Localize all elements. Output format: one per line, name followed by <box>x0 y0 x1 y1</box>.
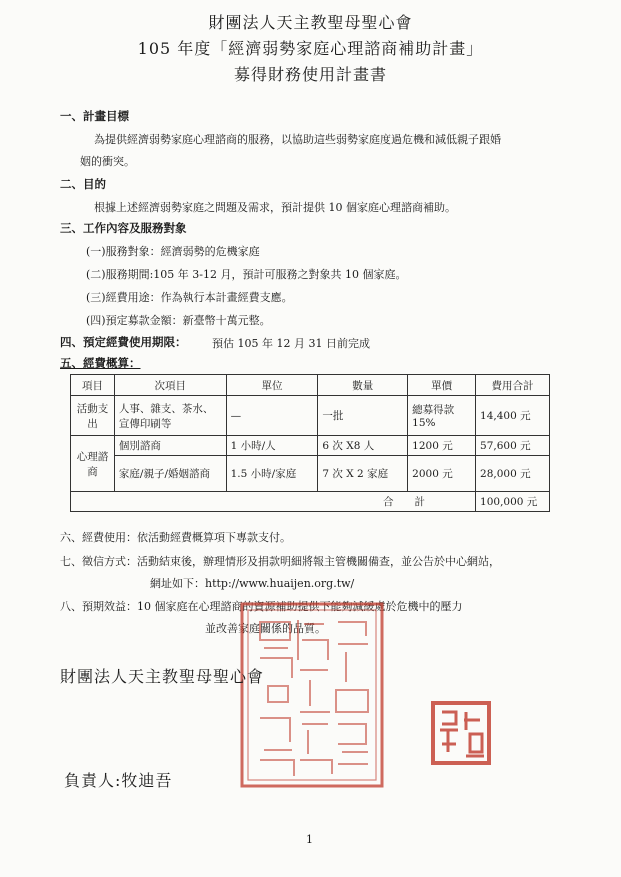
section-4-text: 預估 105 年 12 月 31 日前完成 <box>212 337 370 350</box>
section-3-item: (四)預定募款金額：新臺幣十萬元整。 <box>86 314 271 327</box>
section-3-item: (三)經費用途：作為執行本計畫經費支應。 <box>86 291 293 304</box>
price-cell: 總募得款15% <box>408 396 476 436</box>
section-1-heading: 一、計畫目標 <box>60 109 129 123</box>
sum-value: 100,000 元 <box>476 492 550 512</box>
section-7-text-line2: 網址如下：http://www.huaijen.org.tw/ <box>150 577 355 590</box>
personal-seal <box>430 700 492 766</box>
document-subtitle: 募得財務使用計畫書 <box>233 65 387 84</box>
section-7-text-line1: 七、徵信方式：活動結束後，辦理情形及捐款明細將報主管機關備查，並公告於中心網站， <box>60 555 500 568</box>
unit-cell: 1 小時/人 <box>226 436 318 456</box>
sub-item-cell: 家庭/親子/婚姻諮商 <box>114 456 226 492</box>
quantity-cell: 7 次 X 2 家庭 <box>318 456 408 492</box>
sum-label: 合 計 <box>71 492 476 512</box>
section-8-text-line2: 並改善家庭關係的品質。 <box>205 622 326 635</box>
section-3-item: (二)服務期間:105 年 3-12 月，預計可服務之對象共 10 個家庭。 <box>86 268 407 281</box>
page-number: 1 <box>306 833 313 846</box>
table-row <box>71 456 550 492</box>
section-2-text: 根據上述經濟弱勢家庭之問題及需求，預計提供 10 個家庭心理諮商補助。 <box>94 201 456 214</box>
section-2-heading: 二、目的 <box>60 177 106 191</box>
section-4-heading: 四、預定經費使用期限： <box>60 335 187 349</box>
table-header: 數量 <box>318 375 408 396</box>
org-title: 財團法人天主教聖母聖心會 <box>208 13 413 32</box>
table-row <box>71 436 550 456</box>
unit-cell: — <box>226 396 318 436</box>
organization-seal <box>238 600 386 790</box>
signature-responsible-person: 負責人:牧迪吾 <box>64 771 173 790</box>
group-cell: 活動支出 <box>71 396 115 436</box>
section-6-text: 六、經費使用：依活動經費概算項下專款支付。 <box>60 531 291 544</box>
quantity-cell: 一批 <box>318 396 408 436</box>
signature-organization: 財團法人天主教聖母聖心會 <box>60 667 265 686</box>
quantity-cell: 6 次 X8 人 <box>318 436 408 456</box>
table-header: 費用合計 <box>476 375 550 396</box>
price-cell: 1200 元 <box>408 436 476 456</box>
section-5-heading: 五、經費概算： <box>60 356 141 370</box>
table-row <box>71 396 550 436</box>
section-3-heading: 三、工作內容及服務對象 <box>60 221 187 235</box>
table-header: 單位 <box>226 375 318 396</box>
total-cell: 28,000 元 <box>476 456 550 492</box>
budget-table <box>70 374 550 512</box>
table-header-row <box>71 375 550 396</box>
total-cell: 57,600 元 <box>476 436 550 456</box>
sub-item-cell: 人事、雜支、茶水、宣傳印刷等 <box>114 396 226 436</box>
sub-item-cell: 個別諮商 <box>114 436 226 456</box>
section-8-text-line1: 八、預期效益：10 個家庭在心理諮商的資源補助提供下能夠減緩處於危機中的壓力 <box>60 600 463 613</box>
table-header: 次項目 <box>114 375 226 396</box>
unit-cell: 1.5 小時/家庭 <box>226 456 318 492</box>
table-sum-row <box>71 492 550 512</box>
price-cell: 2000 元 <box>408 456 476 492</box>
plan-title: 105 年度「經濟弱勢家庭心理諮商補助計畫」 <box>137 39 484 58</box>
table-header: 單價 <box>408 375 476 396</box>
section-3-item: (一)服務對象：經濟弱勢的危機家庭 <box>86 245 260 258</box>
table-header: 項目 <box>71 375 115 396</box>
section-1-text-line2: 姻的衝突。 <box>80 155 135 168</box>
total-cell: 14,400 元 <box>476 396 550 436</box>
section-1-text-line1: 為提供經濟弱勢家庭心理諮商的服務，以協助這些弱勢家庭度過危機和減低親子跟婚 <box>94 133 501 146</box>
group-cell: 心理諮商 <box>71 436 115 492</box>
